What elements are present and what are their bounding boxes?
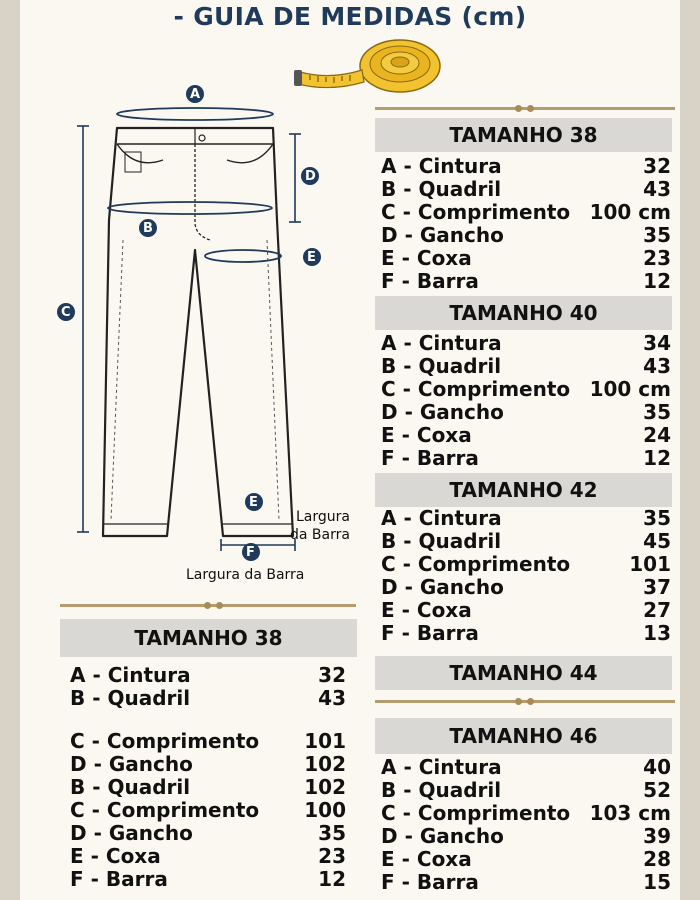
- table-row: E - Coxa 23: [381, 246, 671, 270]
- table-row: E - Coxa 23: [70, 844, 346, 868]
- marker-f-label: F: [246, 545, 255, 560]
- left-table-header: TAMANHO 38: [60, 619, 357, 657]
- table-row: B - Quadril 52: [381, 778, 671, 802]
- table-row: D - Gancho 35: [381, 223, 671, 247]
- size-46-rows: [381, 756, 671, 894]
- table-row: D - Gancho 102: [70, 752, 346, 776]
- marker-a-label: A: [190, 87, 201, 102]
- hem-width-side-label: Largura da Barra: [290, 509, 350, 543]
- table-row: A - Cintura 32: [381, 154, 671, 178]
- table-row: C - Comprimento 101: [381, 552, 671, 576]
- table-row: A - Cintura 35: [381, 506, 671, 530]
- hem-width-bottom-label: Largura da Barra: [186, 567, 305, 583]
- left-table-rows-bottom: [70, 730, 346, 891]
- left-table-rows-top: [70, 664, 346, 710]
- table-row: D - Gancho 35: [381, 400, 671, 424]
- table-row: E - Coxa 27: [381, 598, 671, 622]
- marker-c-label: C: [61, 305, 71, 320]
- size-42-rows: [381, 507, 671, 645]
- table-row: E - Coxa 28: [381, 847, 671, 871]
- table-row: B - Quadril 43: [381, 177, 671, 201]
- table-row: C - Comprimento 100 cm: [381, 377, 671, 401]
- table-row: C - Comprimento 100 cm: [381, 200, 671, 224]
- size-38-rows: [381, 155, 671, 293]
- table-row: B - Quadril 43: [381, 354, 671, 378]
- table-row: A - Cintura 34: [381, 331, 671, 355]
- left-divider: [60, 604, 356, 607]
- marker-d-label: D: [305, 169, 316, 184]
- table-row: A - Cintura 32: [70, 663, 346, 687]
- table-row: E - Coxa 24: [381, 423, 671, 447]
- table-row: A - Cintura 40: [381, 755, 671, 779]
- marker-b-label: B: [143, 221, 153, 236]
- table-row: F - Barra 15: [381, 870, 671, 894]
- size-44-divider: [375, 700, 675, 703]
- marker-e-label: E: [307, 250, 316, 265]
- table-row: D - Gancho 37: [381, 575, 671, 599]
- table-row: D - Gancho 35: [70, 821, 346, 845]
- table-row: F - Barra 13: [381, 621, 671, 645]
- table-row: F - Barra 12: [70, 867, 346, 891]
- table-row: F - Barra 12: [381, 269, 671, 293]
- table-row: B - Quadril 45: [381, 529, 671, 553]
- table-row: B - Quadril 43: [70, 686, 346, 710]
- table-row: D - Gancho 39: [381, 824, 671, 848]
- marker-e-hem-label: E: [249, 495, 258, 510]
- size-40-rows: [381, 332, 671, 470]
- size-38-header: TAMANHO 38: [375, 118, 672, 152]
- table-row: C - Comprimento 101: [70, 729, 346, 753]
- table-row: C - Comprimento 103 cm: [381, 801, 671, 825]
- table-row: F - Barra 12: [381, 446, 671, 470]
- size-46-header: TAMANHO 46: [375, 718, 672, 754]
- table-row: C - Comprimento 100: [70, 798, 346, 822]
- size-44-header: TAMANHO 44: [375, 656, 672, 690]
- page-title: - GUIA DE MEDIDAS (cm): [173, 2, 527, 31]
- top-right-divider: [375, 107, 675, 110]
- size-42-header: TAMANHO 42: [375, 473, 672, 507]
- table-row: B - Quadril 102: [70, 775, 346, 799]
- size-40-header: TAMANHO 40: [375, 296, 672, 330]
